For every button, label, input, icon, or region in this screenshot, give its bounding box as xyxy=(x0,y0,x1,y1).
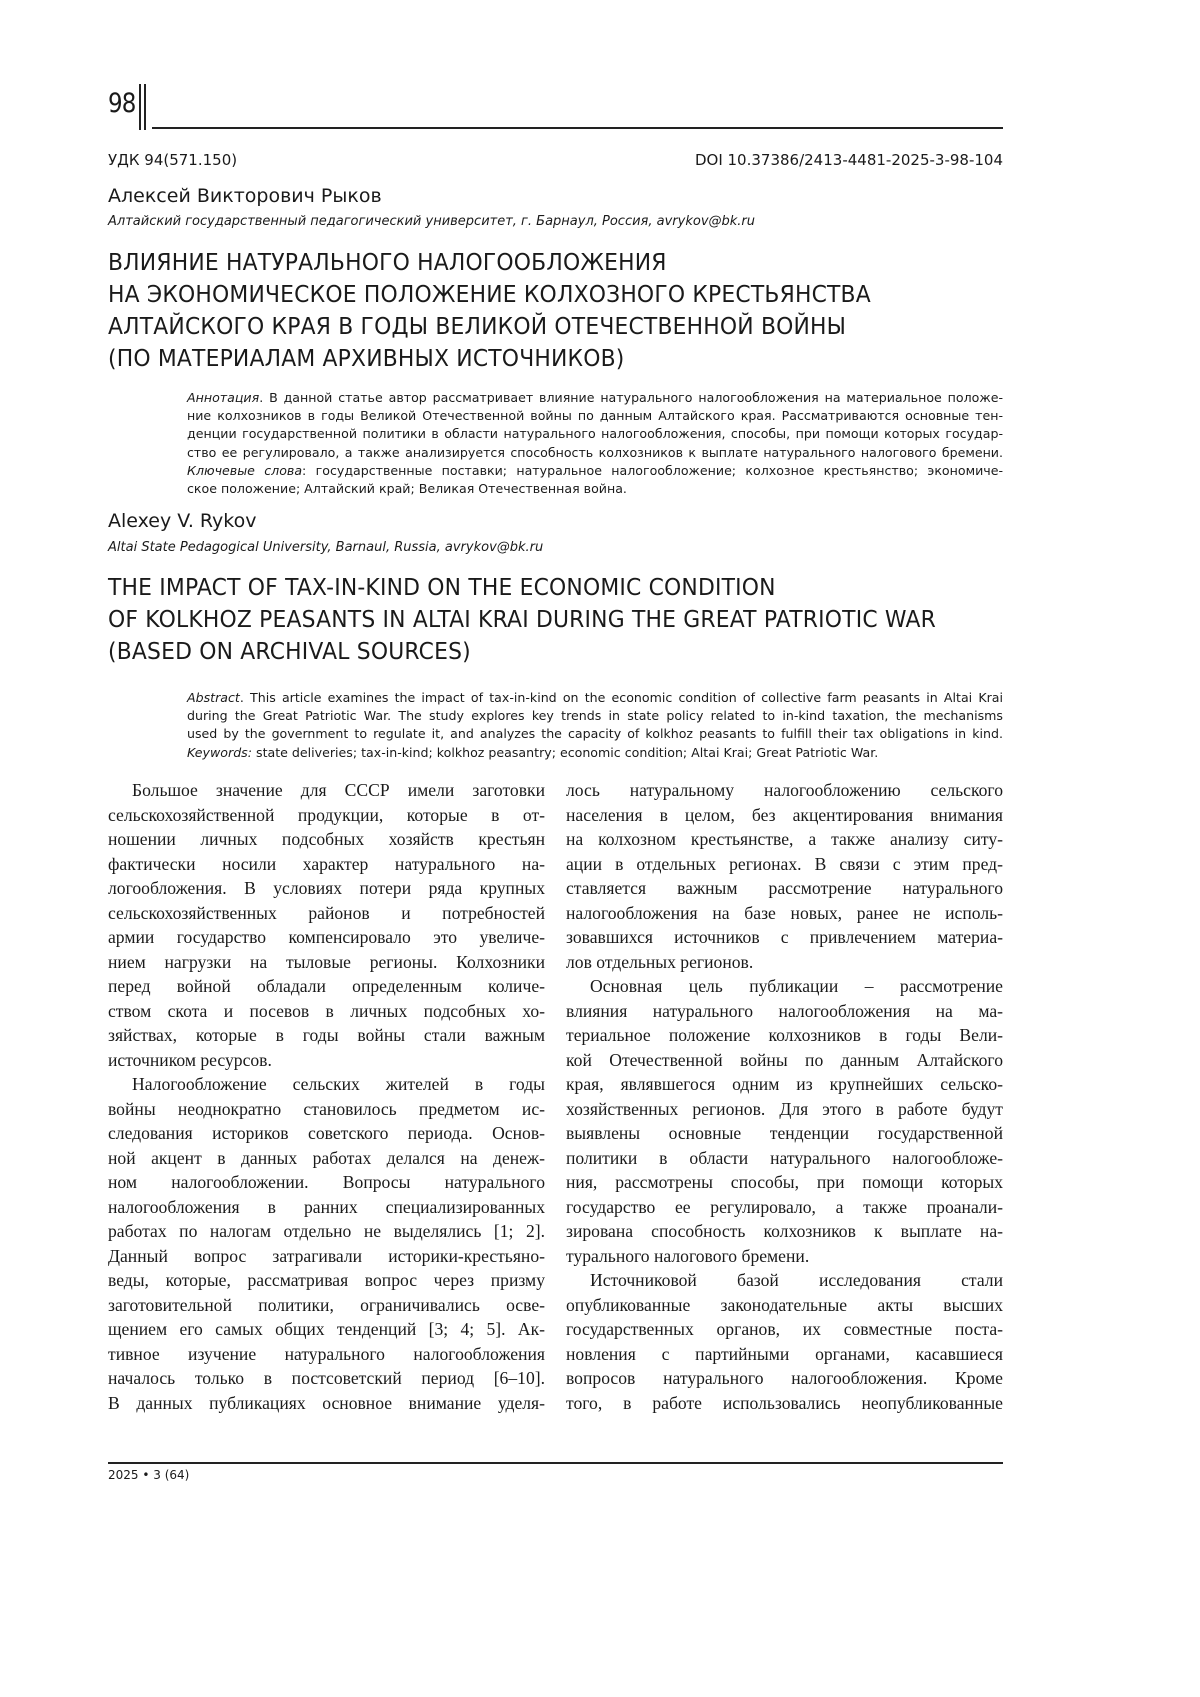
udk-code: УДК 94(571.150) xyxy=(108,151,238,169)
paragraph-line: лось натуральному налогообложению сельского xyxy=(566,780,1003,800)
paragraph-line: зирована способность колхозников к выплате на- xyxy=(566,1221,1003,1241)
paragraph-line: ном налогообложении. Вопросы натурального xyxy=(108,1172,545,1192)
body-column-right xyxy=(566,778,1003,1415)
paragraph-line: на колхозном крестьянстве, а также анализу ситу- xyxy=(566,829,1003,849)
title-ru xyxy=(108,246,928,374)
paragraph-line: тивное изучение натурального налогообложения xyxy=(108,1343,545,1364)
paragraph-line: заготовительной политики, ограничивались осве- xyxy=(108,1294,545,1315)
paragraph-line: налогообложения на базе новых, ранее не исполь- xyxy=(566,902,1003,923)
paragraph-line: Данный вопрос затрагивали историки-крестьяно- xyxy=(108,1245,545,1266)
paragraph-line: логообложения. В условиях потери ряда крупных xyxy=(108,878,545,898)
header-double-bar xyxy=(139,84,141,130)
header-rule xyxy=(152,127,1003,129)
paragraph-line: вопросов натурального налогообложения. Кроме xyxy=(566,1368,1003,1388)
author-ru: Алексей Викторович Рыков xyxy=(108,185,382,207)
paragraph-line: ния, рассмотрены способы, при помощи которых xyxy=(566,1172,1003,1192)
paragraph-line: войны неоднократно становилось предметом ис- xyxy=(108,1098,545,1119)
paragraph-line: выявлены основные тенденции государственной xyxy=(566,1123,1003,1143)
paragraph-line: Основная цель публикации – рассмотрение xyxy=(590,976,1003,996)
title-line: НА ЭКОНОМИЧЕСКОЕ ПОЛОЖЕНИЕ КОЛХОЗНОГО КРЕСТЬЯНСТВА xyxy=(108,280,871,308)
paragraph-line: лов отдельных регионов. xyxy=(566,951,754,972)
issue-number: 2025 • 3 (64) xyxy=(108,1468,190,1482)
abstract-en xyxy=(187,689,1003,762)
abstract-ru xyxy=(187,389,1003,498)
paragraph-line: источником ресурсов. xyxy=(108,1049,272,1070)
abstract-text: ство ее регулировало, а также анализируется способность колхозников к выплате натурального налогового бремени. xyxy=(187,444,1003,460)
paragraph-line: края, являвшегося одним из крупнейших сельско- xyxy=(566,1074,1003,1094)
paragraph-line: влияния натурального налогообложения на ма- xyxy=(566,1000,1003,1021)
abstract-text: . В данной статье автор рассматривает влияние натурального налогообложения на материальное положе- xyxy=(259,390,1003,405)
paragraph-line: сельскохозяйственных районов и потребностей xyxy=(108,902,545,923)
title-line: (ПО МАТЕРИАЛАМ АРХИВНЫХ ИСТОЧНИКОВ) xyxy=(108,344,625,372)
paragraph-line: зяйствах, которые в годы войны стали важным xyxy=(108,1025,545,1045)
paragraph-line: сельскохозяйственной продукции, которые в от- xyxy=(108,804,545,825)
abstract-label: Аннотация xyxy=(187,390,260,405)
abstract-text: ние колхозников в годы Великой Отечественной войны по данным Алтайского края. Рассматриваются основные тен- xyxy=(187,408,1003,424)
paragraph-line: следования историков советского периода. Основ- xyxy=(108,1123,545,1143)
paragraph-line: армии государство компенсировало это увеличе- xyxy=(108,927,545,947)
affiliation-en: Altai State Pedagogical University, Barnaul, Russia, avrykov@bk.ru xyxy=(108,540,544,555)
paragraph-line: веды, которые, рассматривая вопрос через призму xyxy=(108,1270,545,1290)
paragraph-line: нием нагрузки на тыловые регионы. Колхозники xyxy=(108,951,545,972)
page-number: 98 xyxy=(108,88,136,119)
paragraph-line: териальное положение колхозников в годы Вели- xyxy=(566,1025,1003,1045)
paragraph-line: Большое значение для СССР имели заготовки xyxy=(132,780,545,800)
title-line: ВЛИЯНИЕ НАТУРАЛЬНОГО НАЛОГООБЛОЖЕНИЯ xyxy=(108,248,667,276)
abstract-text: . This article examines the impact of tax-in-kind on the economic condition of collective farm peasants in Altai Krai xyxy=(239,690,1003,705)
paragraph-line: государство ее регулировало, а также проанали- xyxy=(566,1196,1003,1217)
paragraph-line: ношении личных подсобных хозяйств крестьян xyxy=(108,829,545,849)
paragraph-line: государственных органов, их совместные поста- xyxy=(566,1319,1003,1339)
keywords-text: ское положение; Алтайский край; Великая Отечественная война. xyxy=(187,480,627,496)
doi: DOI 10.37386/2413-4481-2025-3-98-104 xyxy=(694,151,1003,169)
title-line: OF KOLKHOZ PEASANTS IN ALTAI KRAI DURING THE GREAT PATRIOTIC WAR xyxy=(108,605,937,633)
paragraph-line: ной акцент в данных работах делался на денеж- xyxy=(108,1147,545,1168)
paragraph-line: фактически носили характер натурального на- xyxy=(108,853,545,874)
paragraph-line: того, в работе использовались неопубликованные xyxy=(566,1392,1003,1413)
title-line: THE IMPACT OF TAX-IN-KIND ON THE ECONOMIC CONDITION xyxy=(108,573,776,601)
paragraph-line: перед войной обладали определенным количе- xyxy=(108,976,545,996)
paragraph-line: налогообложения в ранних специализированных xyxy=(108,1196,545,1217)
abstract-text: during the Great Patriotic War. The study explores key trends in state policy related to in-kind taxation, the mechanisms xyxy=(187,708,1003,724)
title-line: (BASED ON ARCHIVAL SOURCES) xyxy=(108,637,471,665)
paragraph-line: В данных публикациях основное внимание уделя- xyxy=(108,1392,545,1413)
keywords-label: Ключевые слова xyxy=(187,462,303,478)
paragraph-line: ставляется важным рассмотрение натурального xyxy=(566,878,1003,898)
affiliation-ru: Алтайский государственный педагогический университет, г. Барнаул, Россия, avrykov@bk.ru xyxy=(108,214,756,229)
keywords-text: state deliveries; tax-in-kind; kolkhoz peasantry; economic condition; Altai Krai; Great Patriotic War. xyxy=(252,744,879,760)
paragraph-line: кой Отечественной войны по данным Алтайского xyxy=(566,1049,1003,1070)
paragraph-line: хозяйственных регионов. Для этого в работе будут xyxy=(566,1098,1003,1119)
paragraph-line: ации в отдельных регионах. В связи с этим пред- xyxy=(566,853,1003,874)
footer-rule xyxy=(108,1462,1003,1464)
paragraph-line: щением его самых общих тенденций [3; 4; 5]. Ак- xyxy=(108,1319,545,1339)
paragraph-line: новления с партийными органами, касавшиеся xyxy=(566,1343,1003,1364)
paragraph-line: Источниковой базой исследования стали xyxy=(590,1270,1003,1290)
abstract-label: Abstract xyxy=(187,690,240,705)
header-double-bar xyxy=(144,84,146,130)
body-column-left xyxy=(108,778,545,1415)
paragraph-line: населения в целом, без акцентирования внимания xyxy=(566,804,1003,825)
keywords-text: : государственные поставки; натуральное налогообложение; колхозное крестьянство; экономиче- xyxy=(302,462,1003,478)
title-line: АЛТАЙСКОГО КРАЯ В ГОДЫ ВЕЛИКОЙ ОТЕЧЕСТВЕННОЙ ВОЙНЫ xyxy=(108,312,847,340)
paragraph-line: политики в области натурального налогообложе- xyxy=(566,1147,1003,1168)
paragraph-line: Налогообложение сельских жителей в годы xyxy=(132,1074,545,1094)
author-en: Alexey V. Rykov xyxy=(108,510,257,532)
paragraph-line: турального налогового бремени. xyxy=(566,1245,810,1266)
paragraph-line: опубликованные законодательные акты высших xyxy=(566,1294,1003,1315)
paragraph-line: началось только в постсоветский период [6–10]. xyxy=(108,1368,545,1388)
title-en xyxy=(108,571,998,667)
paragraph-line: работах по налогам отдельно не выделялись [1; 2]. xyxy=(108,1221,545,1241)
keywords-label: Keywords: xyxy=(187,744,252,760)
abstract-text: денции государственной политики в области натурального налогообложения, способы, при помощи которых государ- xyxy=(187,426,1003,442)
paragraph-line: ством скота и посевов в личных подсобных хо- xyxy=(108,1000,545,1021)
paragraph-line: зовавшихся источников с привлечением материа- xyxy=(566,927,1003,947)
abstract-text: used by the government to regulate it, and analyzes the capacity of kolkhoz peasants to fulfill their tax obligations in kind. xyxy=(187,726,1003,742)
